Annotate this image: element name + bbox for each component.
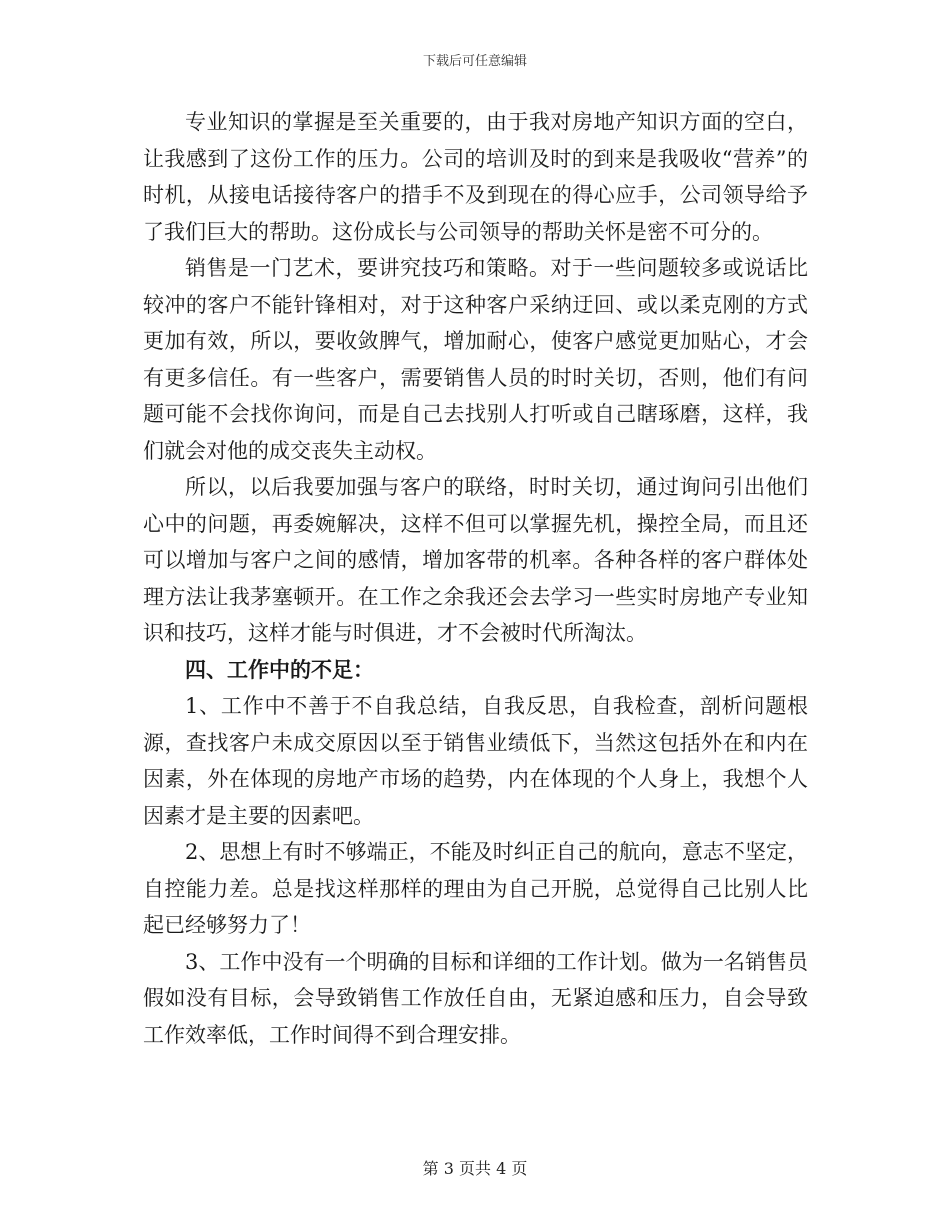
page-header: 下载后可任意编辑 [422, 54, 527, 69]
paragraph-shortcoming-3: 3、工作中没有一个明确的目标和详细的工作计划。做为一名销售员假如没有目标，会导致销售工作放任自由，无紧迫感和压力，自会导致工作效率低，工作时间得不到合理安排。 [143, 949, 808, 1047]
paragraph-shortcoming-1: 1、工作中不善于不自我总结，自我反思，自我检查，剖析问题根源，查找客户未成交原因以至于销售业绩低下，当然这包括外在和内在因素，外在体现的房地产市场的趋势，内在体现的个人身上，我想个人因素才是主要的因素吧。 [143, 694, 808, 828]
paragraph-professional-knowledge: 专业知识的掌握是至关重要的，由于我对房地产知识方面的空白，让我感到了这份工作的压力。公司的培训及时的到来是我吸收“营养”的时机，从接电话接待客户的措手不及到现在的得心应手，公司领导给予了我们巨大的帮助。这份成长与公司领导的帮助关怀是密不可分的。 [143, 110, 808, 244]
section-heading-shortcomings: 四、工作中的不足： [185, 656, 374, 682]
paragraph-sales-art: 销售是一门艺术，要讲究技巧和策略。对于一些问题较多或说话比较冲的客户不能针锋相对，对于这种客户采纳迂回、或以柔克刚的方式更加有效，所以，要收敛脾气，增加耐心，使客户感觉更加贴心，才会有更多信任。有一些客户，需要销售人员的时时关切，否则，他们有问题可能不会找你询问，而是自己去找别人打听或自己瞎琢磨，这样，我们就会对他的成交丧失主动权。 [143, 256, 808, 463]
document-body [143, 104, 808, 1053]
paragraph-customer-contact: 所以，以后我要加强与客户的联络，时时关切，通过询问引出他们心中的问题，再委婉解决，这样不但可以掌握先机，操控全局，而且还可以增加与客户之间的感情，增加客带的机率。各种各样的客户群体处理方法让我茅塞顿开。在工作之余我还会去学习一些实时房地产专业知识和技巧，这样才能与时俱进，才不会被时代所淘汰。 [143, 475, 808, 645]
page-footer: 第 3 页共 4 页 [422, 1159, 528, 1178]
paragraph-shortcoming-2: 2、思想上有时不够端正，不能及时纠正自己的航向，意志不坚定，自控能力差。总是找这样那样的理由为自己开脱，总觉得自己比别人比起已经够努力了！ [143, 840, 808, 937]
